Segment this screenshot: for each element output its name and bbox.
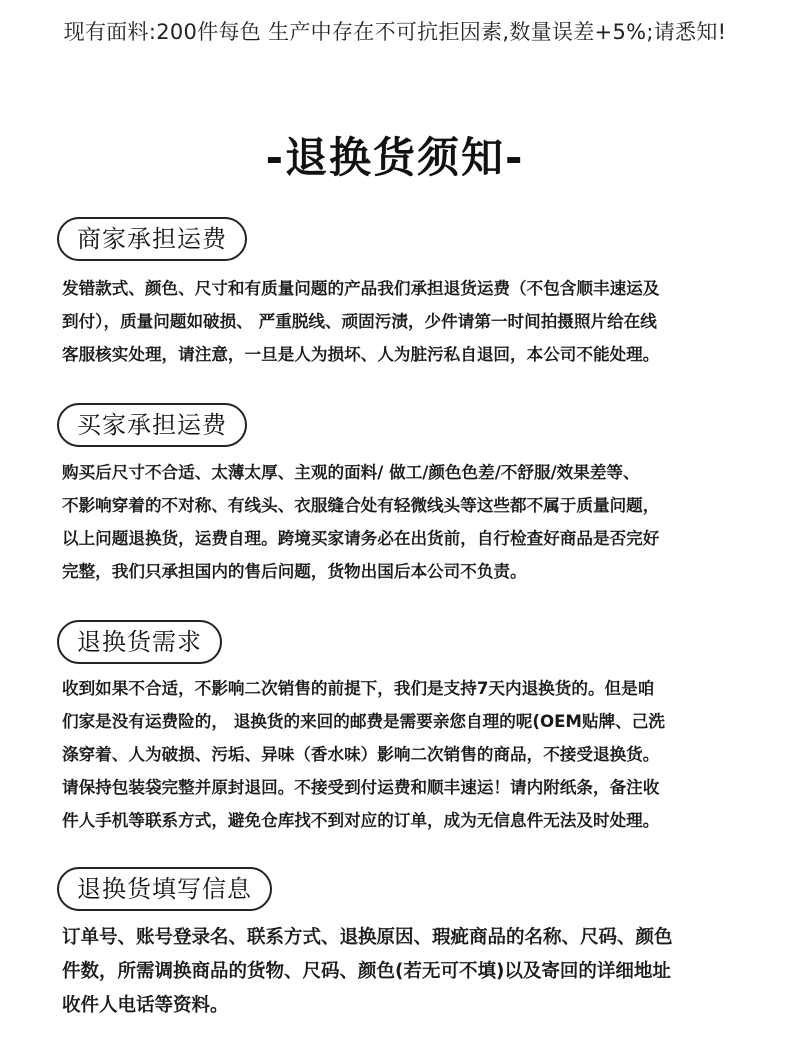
body-line: 涤穿着、人为破损、污垢、异味（香水味）影响二次销售的商品，不接受退换货。	[62, 745, 660, 764]
body-line: 不影响穿着的不对称、有线头、衣服缝合处有轻微线头等这些都不属于质量问题，	[62, 496, 660, 515]
section-heading-pill: 商家承担运费	[57, 217, 247, 261]
body-line: 完整，我们只承担国内的售后问题，货物出国后本公司不负责。	[62, 562, 527, 581]
body-line: 到付），质量问题如破损、 严重脱线、顽固污渍，少件请第一时间拍摄照片给在线	[62, 312, 657, 331]
body-line: 件人手机等联系方式，避免仓库找不到对应的订单，成为无信息件无法及时处理。	[62, 811, 660, 830]
section-body	[62, 672, 742, 837]
section-heading-pill: 退换货填写信息	[57, 867, 272, 911]
body-line: 们家是没有运费险的， 退换货的来回的邮费是需要亲您自理的呢(OEM贴牌、己洗	[62, 712, 665, 731]
page-title: -退换货须知-	[265, 133, 525, 182]
body-line: 件数，所需调换商品的货物、尺码、颜色(若无可不填)以及寄回的详细地址	[62, 961, 671, 982]
body-line: 收件人电话等资料。	[62, 995, 229, 1016]
section-body	[62, 921, 742, 1023]
body-line: 购买后尺寸不合适、太薄太厚、主观的面料/ 做工/颜色色差/不舒服/效果差等、	[62, 463, 640, 482]
body-line: 订单号、账号登录名、联系方式、退换原因、瑕疵商品的名称、尺码、颜色	[62, 927, 673, 948]
body-line: 请保持包装袋完整并原封退回。不接受到付运费和顺丰速运！请内附纸条，备注收	[62, 778, 660, 797]
section-heading-pill: 退换货需求	[57, 620, 222, 664]
body-line: 发错款式、颜色、尺寸和有质量问题的产品我们承担退货运费（不包含顺丰速运及	[62, 279, 660, 298]
section-heading-pill: 买家承担运费	[57, 403, 247, 447]
section-body	[62, 456, 742, 588]
body-line: 客服核实处理，请注意，一旦是人为损坏、人为脏污私自退回，本公司不能处理。	[62, 345, 660, 364]
body-line: 以上问题退换货，运费自理。跨境买家请务必在出货前，自行检查好商品是否完好	[62, 529, 660, 548]
body-line: 收到如果不合适，不影响二次销售的前提下，我们是支持7天内退换货的。但是咱	[62, 679, 655, 698]
top-notice: 现有面料:200件每色 生产中存在不可抗拒因素,数量误差+5%;请悉知!	[63, 20, 727, 44]
section-body	[62, 272, 742, 371]
